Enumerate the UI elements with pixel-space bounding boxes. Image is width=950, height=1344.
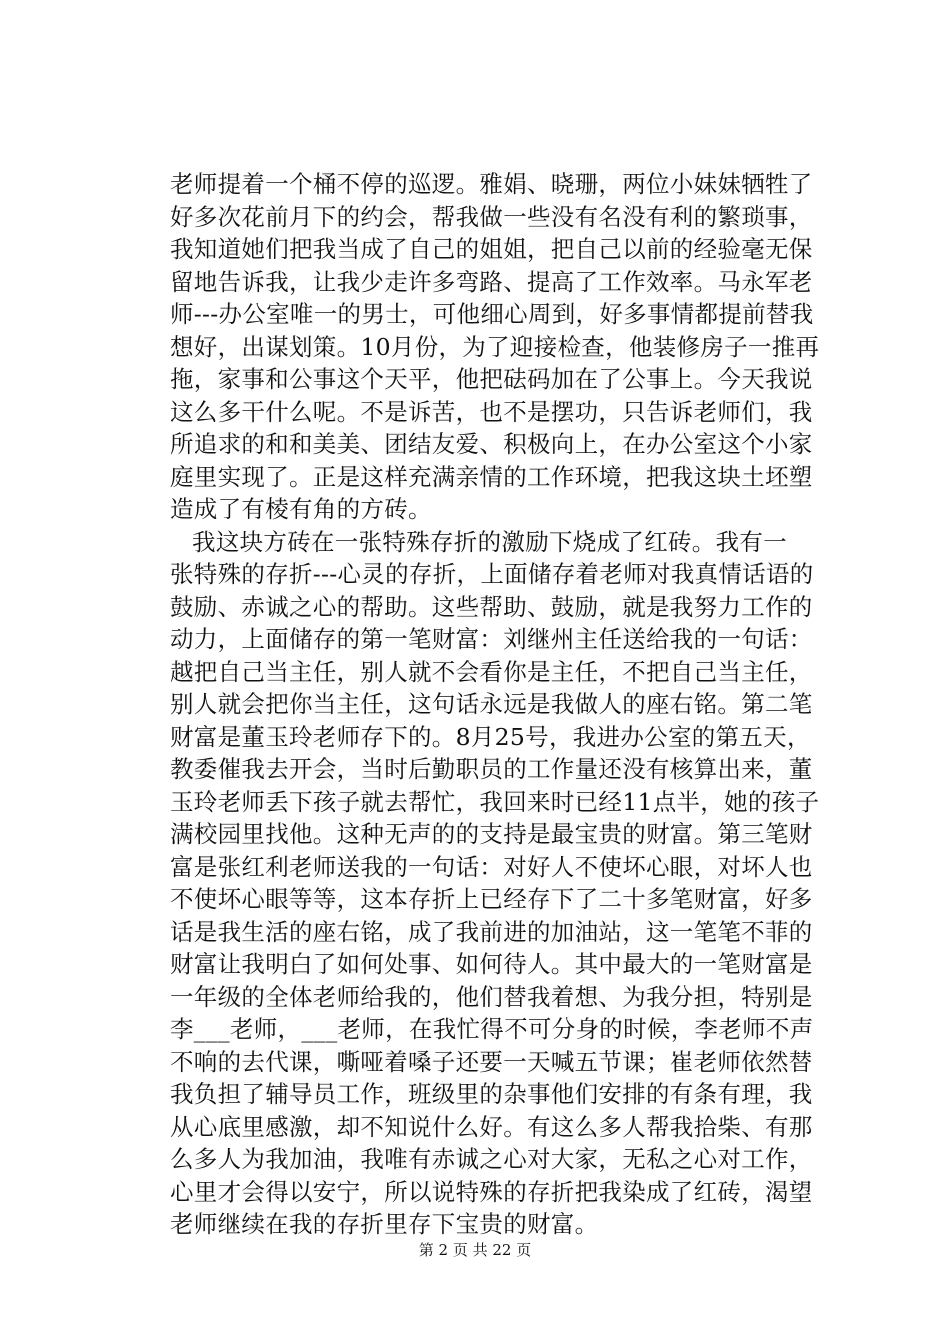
text-line: 一年级的全体老师给我的，他们替我着想、为我分担，特别是: [170, 982, 813, 1011]
text-line: 从心底里感激，却不知说什么好。有这么多人帮我拾柴、有那: [170, 1112, 813, 1141]
text-line: 不使坏心眼等等，这本存折上已经存下了二十多笔财富，好多: [170, 885, 813, 913]
text-line: 不响的去代课，嘶哑着嗓子还要一天喊五节课；崔老师依然替: [170, 1047, 813, 1076]
text-line: 教委催我去开会，当时后勤职员的工作量还没有核算出来，董: [170, 755, 813, 783]
page-number-footer: 第 2 页 共 22 页: [418, 1241, 532, 1259]
text-line: 想好，出谋划策。10月份，为了迎接检查，他装修房子一推再: [170, 332, 820, 361]
text-line: 张特殊的存折---心灵的存折，上面储存着老师对我真情话语的: [170, 560, 814, 588]
text-line: 财富是董玉玲老师存下的。8月25号，我进办公室的第五天，: [170, 722, 811, 751]
paragraph-first-line: 我这块方砖在一张特殊存折的激励下烧成了红砖。我有一: [192, 527, 787, 556]
text-line: 满校园里找他。这种无声的的支持是最宝贵的财富。第三笔财: [170, 820, 813, 848]
text-line: 所追求的和和美美、团结友爱、积极向上，在办公室这个小家: [170, 430, 813, 458]
text-line: 么多人为我加油，我唯有赤诚之心对大家，无私之心对工作，: [170, 1145, 813, 1173]
text-line: 师---办公室唯一的男士，可他细心周到，好多事情都提前替我: [170, 300, 814, 328]
text-line: 李___老师，___老师，在我忙得不可分身的时候，李老师不声: [170, 1015, 814, 1043]
text-line: 富是张红利老师送我的一句话：对好人不使坏心眼，对坏人也: [170, 852, 813, 881]
text-line: 玉玲老师丢下孩子就去帮忙，我回来时已经11点半，她的孩子: [170, 787, 820, 816]
text-line: 财富让我明白了如何处事、如何待人。其中最大的一笔财富是: [170, 950, 813, 978]
text-line: 老师继续在我的存折里存下宝贵的财富。: [170, 1210, 599, 1238]
text-line: 话是我生活的座右铭，成了我前进的加油站，这一笔笔不菲的: [170, 917, 813, 946]
text-line: 越把自己当主任，别人就不会看你是主任，不把自己当主任，: [170, 657, 813, 686]
text-line: 别人就会把你当主任，这句话永远是我做人的座右铭。第二笔: [170, 690, 813, 718]
text-line: 老师提着一个桶不停的巡逻。雅娟、晓珊，两位小妹妹牺牲了: [170, 170, 813, 198]
text-line: 留地告诉我，让我少走许多弯路、提高了工作效率。马永军老: [170, 267, 813, 296]
document-body: [170, 168, 830, 1241]
text-line: 这么多干什么呢。不是诉苦，也不是摆功，只告诉老师们，我: [170, 397, 813, 426]
text-line: 造成了有棱有角的方砖。: [170, 495, 432, 523]
text-line: 动力，上面储存的第一笔财富：刘继州主任送给我的一句话：: [170, 625, 813, 653]
text-line: 庭里实现了。正是这样充满亲情的工作环境，把我这块土坯塑: [170, 462, 813, 491]
text-line: 拖，家事和公事这个天平，他把砝码加在了公事上。今天我说: [170, 365, 813, 393]
text-line: 鼓励、赤诚之心的帮助。这些帮助、鼓励，就是我努力工作的: [170, 592, 813, 621]
text-line: 我负担了辅导员工作，班级里的杂事他们安排的有条有理，我: [170, 1080, 813, 1108]
text-line: 好多次花前月下的约会，帮我做一些没有名没有利的繁琐事，: [170, 202, 813, 231]
text-line: 我知道她们把我当成了自己的姐姐，把自己以前的经验毫无保: [170, 235, 813, 263]
text-line: 心里才会得以安宁，所以说特殊的存折把我染成了红砖，渴望: [170, 1177, 813, 1206]
